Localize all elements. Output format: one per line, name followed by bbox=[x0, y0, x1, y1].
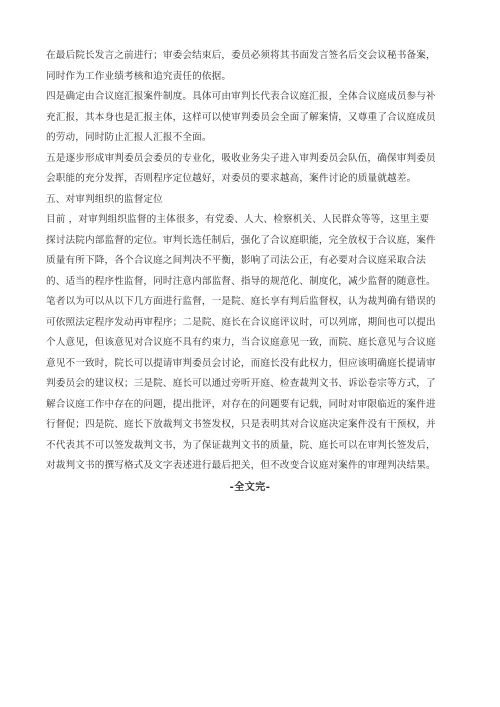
text-line: 的劳动，同时防止汇报人汇报不全面。 bbox=[46, 132, 212, 143]
text-line: 行督促；四是院、庭长下放裁判文书签发权，只是表明其对合议庭决定案件没有干预权，并 bbox=[46, 419, 436, 430]
text-line: 探讨法院内部监督的定位。审判长选任制后，强化了合议庭职能，完全放权于合议庭，案件 bbox=[46, 234, 436, 246]
text-line: 在最后院长发言之前进行；审委会结束后，委员必须将其书面发言签名后交会议秘书备案， bbox=[46, 50, 436, 61]
text-line: 个人意见，但该意见对合议庭不具有约束力，当合议庭意见一致，而院、庭长意见与合议庭 bbox=[46, 337, 436, 348]
document-body bbox=[46, 46, 456, 477]
text-line: 五是逐步形成审判委员会委员的专业化，吸收业务尖子进入审判委员会队伍，确保审判委员 bbox=[46, 152, 436, 164]
section-heading: 五、对审判组织的监督定位 bbox=[46, 193, 163, 205]
text-line: 不代表其不可以签发裁判文书，为了保证裁判文书的质量，院、庭长可以在审判长签发后， bbox=[46, 439, 436, 451]
text-line: 充汇报，其本身也是汇报主体，这样可以使审判委员会全面了解案情，又尊重了合议庭成员 bbox=[46, 111, 436, 123]
text-line: 同时作为工作业绩考核和追究责任的依据。 bbox=[46, 70, 232, 82]
text-line: 笔者以为可以从以下几方面进行监督，一是院、庭长享有判后监督权，认为裁判确有错误的 bbox=[46, 296, 436, 307]
end-of-document-mark: -全文完- bbox=[229, 482, 271, 493]
text-line: 对裁判文书的撰写格式及文字表述进行最后把关，但不改变合议庭对案件的审理判决结果。 bbox=[46, 460, 436, 471]
text-line: 目前 ，对审判组织监督的主体很多，有党委、人大、检察机关、人民群众等等，这里主要 bbox=[46, 214, 430, 225]
text-line: 意见不一致时，院长可以提请审判委员会讨论，而庭长没有此权力，但应该明确庭长提请审 bbox=[46, 357, 436, 369]
text-line: 可依照法定程序发动再审程序；二是院、庭长在合议庭评议时，可以列席，期间也可以提出 bbox=[46, 316, 436, 328]
text-line: 解合议庭工作中存在的问题，提出批评，对存在的问题要有记载，同时对审限临近的案件进 bbox=[46, 398, 436, 410]
text-line: 四是确定由合议庭汇报案件制度。具体可由审判长代表合议庭汇报，全体合议庭成员参与补 bbox=[46, 91, 436, 102]
text-line: 会职能的充分发挥，否则程序定位越好，对委员的要求越高，案件讨论的质量就越差。 bbox=[46, 173, 417, 184]
text-line: 的、适当的程序性监督，同时注意内部监督、指导的规范化、制度化，减少监督的随意性。 bbox=[46, 275, 436, 287]
text-line: 判委员会的建议权；三是院、庭长可以通过旁听开庭、检查裁判文书、诉讼卷宗等方式，了 bbox=[46, 378, 436, 389]
text-line: 质量有所下降，各个合议庭之间判决不平衡，影响了司法公正，有必要对合议庭采取合法 bbox=[46, 255, 427, 266]
